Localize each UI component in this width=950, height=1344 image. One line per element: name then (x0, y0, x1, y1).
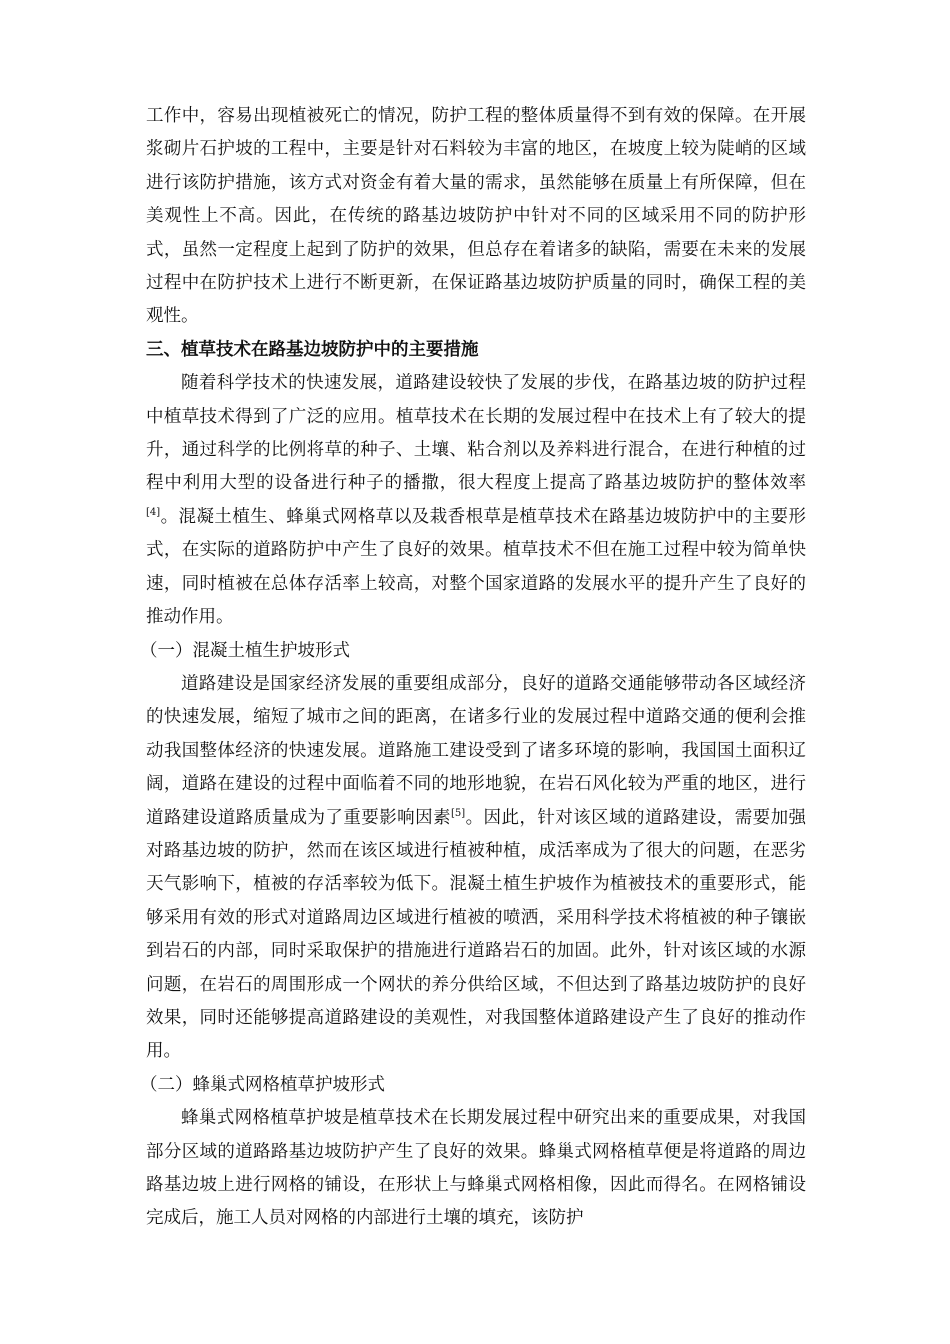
paragraph-traditional-protection: 工作中，容易出现植被死亡的情况，防护工程的整体质量得不到有效的保障。在开展浆砌片石护坡的工程中，主要是针对石料较为丰富的地区，在坡度上较为陡峭的区域进行该防护措施，该方式对资金有着大量的需求，虽然能够在质量上有所保障，但在美观性上不高。因此，在传统的路基边坡防护中针对不同的区域采用不同的防护形式，虽然一定程度上起到了防护的效果，但总存在着诸多的缺陷，需要在未来的发展过程中在防护技术上进行不断更新，在保证路基边坡防护质量的同时，确保工程的美观性。 (146, 106, 806, 327)
section-heading-3: 三、植草技术在路基边坡防护中的主要措施 (146, 339, 479, 360)
paragraph-text: 随着科学技术的快速发展，道路建设较快了发展的步伐，在路基边坡的防护过程中植草技术得到了广泛的应用。植草技术在长期的发展过程中在技术上有了较大的提升，通过科学的比例将草的种子、土壤、粘合剂以及养料进行混合，在进行种植的过程中利用大型的设备进行种子的播撒，很大程度上提高了路基边坡防护的整体效率 (146, 373, 806, 494)
document-body (140, 100, 807, 1236)
paragraph-text: 。混凝土植生、蜂巢式网格草以及栽香根草是植草技术在路基边坡防护中的主要形式，在实际的道路防护中产生了良好的效果。植草技术不但在施工过程中较为简单快速，同时植被在总体存活率上较高，对整个国家道路的发展水平的提升产生了良好的推动作用。 (146, 506, 806, 628)
paragraph-concrete-planting (146, 668, 806, 1069)
paragraph-text: 道路建设是国家经济发展的重要组成部分，良好的道路交通能够带动各区域经济的快速发展，缩短了城市之间的距离，在诸多行业的发展过程中道路交通的便利会推动我国整体经济的快速发展。道路施工建设受到了诸多环境的影响，我国国土面积辽阔，道路在建设的过程中面临着不同的地形地貌，在岩石风化较为严重的地区，进行道路建设道路质量成为了重要影响因素 (146, 673, 806, 828)
subsection-heading-2: （二）蜂巢式网格植草护坡形式 (140, 1074, 385, 1095)
paragraph-grass-technology (146, 367, 806, 634)
citation-4: [4] (146, 507, 161, 519)
subsection-heading-1: （一）混凝土植生护坡形式 (140, 640, 350, 661)
citation-5: [5] (450, 807, 466, 819)
paragraph-text: 。因此，针对该区域的道路建设，需要加强对路基边坡的防护，然而在该区域进行植被种植，成活率成为了很大的问题，在恶劣天气影响下，植被的存活率较为低下。混凝土植生护坡作为植被技术的重要形式，能够采用有效的形式对道路周边区域进行植被的喷洒，采用科学技术将植被的种子镶嵌到岩石的内部，同时采取保护的措施进行道路岩石的加固。此外，针对该区域的水源问题，在岩石的周围形成一个网状的养分供给区域，不但达到了路基边坡防护的良好效果，同时还能够提高道路建设的美观性，对我国整体道路建设产生了良好的推动作用。 (146, 807, 807, 1062)
paragraph-honeycomb-grid: 蜂巢式网格植草护坡是植草技术在长期发展过程中研究出来的重要成果，对我国部分区域的道路路基边坡防护产生了良好的效果。蜂巢式网格植草便是将道路的周边路基边坡上进行网格的铺设，在形状上与蜂巢式网格相像，因此而得名。在网格铺设完成后，施工人员对网格的内部进行土壤的填充，该防护 (146, 1108, 806, 1229)
